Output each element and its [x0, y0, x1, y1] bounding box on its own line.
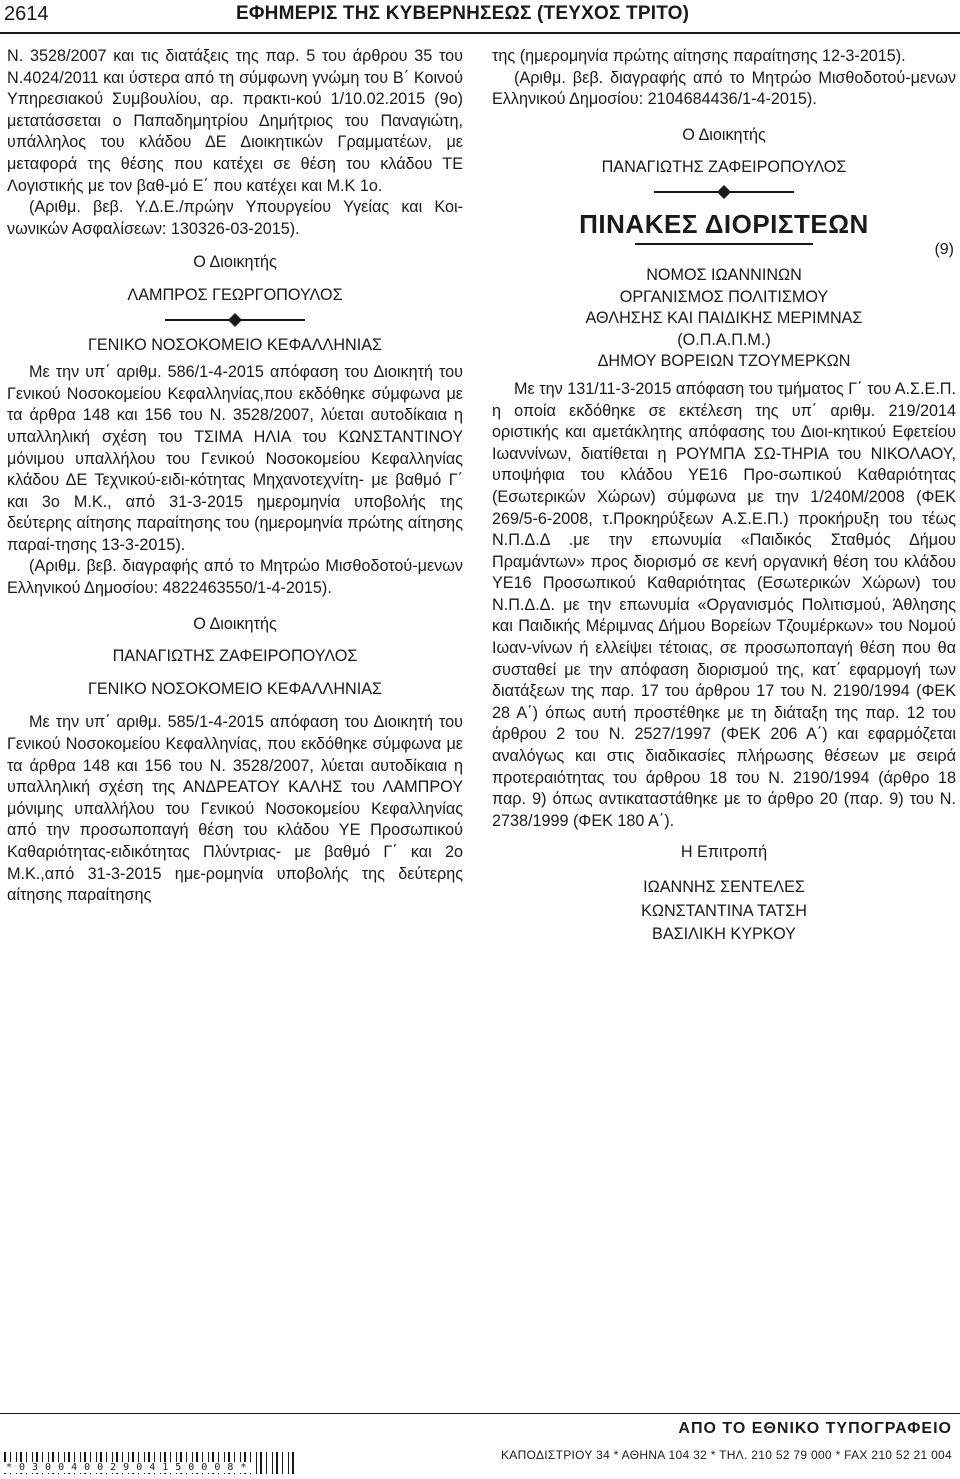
org-heading: ΓΕΝΙΚΟ ΝΟΣΟΚΟΜΕΙΟ ΚΕΦΑΛΛΗΝΙΑΣ — [87, 335, 383, 354]
paragraph-ref-3: (Αριθμ. βεβ. διαγραφής από το Μητρώο Μισθοδοτού-μενων Ελληνικού Δημοσίου: 2104684436/1-4-2015). — [492, 68, 956, 109]
item-marker: (9) — [934, 240, 954, 258]
org-heading: ΓΕΝΙΚΟ ΝΟΣΟΚΟΜΕΙΟ ΚΕΦΑΛΛΗΝΙΑΣ — [87, 679, 383, 698]
org-line: ΔΗΜΟΥ ΒΟΡΕΙΩΝ ΤΖΟΥΜΕΡΚΩΝ — [597, 352, 851, 371]
section-separator — [165, 313, 305, 327]
section-title: ΠΙΝΑΚΕΣ ΔΙΟΡΙΣΤΕΩΝ — [579, 208, 869, 239]
committee-member: ΚΩΝΣΤΑΝΤΙΝΑ ΤΑΤΣΗ — [641, 901, 807, 920]
page-number: 2614 — [4, 3, 49, 25]
signature-title: Ο Διοικητής — [193, 253, 277, 272]
diamond-icon — [717, 185, 731, 199]
printer-name: ΑΠΟ ΤΟ ΕΘΝΙΚΟ ΤΥΠΟΓΡΑΦΕΙΟ — [678, 1420, 952, 1437]
signature-title: Ο Διοικητής — [193, 614, 277, 633]
page-header — [0, 0, 960, 36]
right-column — [492, 46, 956, 946]
paragraph-ref-1: (Αριθμ. βεβ. Υ.Δ.Ε./πρώην Υπουργείου Υγείας και Κοι-νωνικών Ασφαλίσεων: 130326-03-2015). — [7, 198, 463, 238]
paragraph-decision-586: Με την υπ΄ αριθμ. 586/1-4-2015 απόφαση του Διοικητή του Γενικού Νοσοκομείου Κεφαλληνίας,που εκδόθηκε σύμφωνα με τα άρθρα 148 και 156 του Ν. 3528/2007, λύεται αυτοδίκαια η υπαλληλική σχέση του ΤΣΙΜΑ ΗΛΙΑ του ΚΩΝΣΤΑΝΤΙΝΟΥ μόνιμου υπαλλήλου του Γενικού Νοσοκομείου Κεφαλληνίας κλάδου ΔΕ Τεχνικού-ειδι-κότητας Μηχανοτεχνίτη- με βαθμό Γ΄ και 3ο Μ.Κ., από 31-3-2015 ημερομηνία υποβολής της δεύτερης αίτησης παραίτησης του (ημερομηνία πρώτης αίτησης παραί-τησης 13-3-2015). — [7, 363, 463, 554]
paragraph-transfer: Ν. 3528/2007 και τις διατάξεις της παρ. 5 του άρθρου 35 του Ν.4024/2011 και ύστερα από τη σύμφωνη γνώμη του Β΄ Κοινού Υπηρεσιακού Συμβουλίου, αρ. πρακτι-κού 1/10.02.2015 (9ο) μετατάσσεται ο Παπαδημητρίου Δημήτριος του Παναγιώτη, υπάλληλος του κλάδου ΔΕ Διοικητικών Γραμματέων, με μεταφορά της θέσης που κατέχει σε θέση του κλάδου ΤΕ Λογιστικής με τον βαθ-μό Ε΄ που κατέχει και Μ.Κ 1ο. — [7, 47, 463, 195]
journal-title: ΕΦΗΜΕΡΙΣ ΤΗΣ ΚΥΒΕΡΝΗΣΕΩΣ (ΤΕΥΧΟΣ ΤΡΙΤΟ) — [236, 3, 690, 24]
org-line: ΝΟΜΟΣ ΙΩΑΝΝΙΝΩΝ — [646, 265, 802, 284]
barcode-bar — [256, 1452, 257, 1474]
diamond-icon — [228, 313, 242, 327]
signature-name: ΛΑΜΠΡΟΣ ΓΕΩΡΓΟΠΟΥΛΟΣ — [127, 285, 343, 304]
committee-member: ΒΑΣΙΛΙΚΗ ΚΥΡΚΟΥ — [652, 925, 796, 944]
signature-name: ΠΑΝΑΓΙΩΤΗΣ ΖΑΦΕΙΡΟΠΟΥΛΟΣ — [112, 647, 358, 666]
org-line: ΟΡΓΑΝΙΣΜΟΣ ΠΟΛΙΤΙΣΜΟΥ — [619, 287, 829, 306]
barcode-bar — [272, 1452, 273, 1474]
printer-address: ΚΑΠΟΔΙΣΤΡΙΟΥ 34 * ΑΘΗΝΑ 104 32 * ΤΗΛ. 210 52 79 000 * FAX 210 52 21 004 — [500, 1448, 952, 1462]
left-column — [7, 46, 463, 907]
section-separator — [654, 185, 794, 199]
paragraph-decision-585: Με την υπ΄ αριθμ. 585/1-4-2015 απόφαση του Διοικητή του Γενικού Νοσοκομείου Κεφαλληνίας, που εκδόθηκε σύμφωνα με τα άρθρα 148 και 156 του Ν. 3528/2007, λύεται αυτοδίκαια η υπαλληλική σχέση της ΑΝΔΡΕΑΤΟΥ ΚΑΛΗΣ του ΛΑΜΠΡΟΥ μόνιμης υπαλλήλου του Γενικού Νοσοκομείου Κεφαλληνίας από την προσωποπαγή θέση του κλάδου ΥΕ Προσωπικού Καθαριότητας-ειδικότητας Πλύντριας- με βαθμό Γ΄ και 2ο Μ.Κ.,από 31-3-2015 ημε-ρομηνία υποβολής της δεύτερης αίτησης παραίτησης — [7, 713, 463, 905]
barcode-bar — [292, 1452, 294, 1474]
marker-row — [492, 240, 956, 265]
committee-member: ΙΩΑΝΝΗΣ ΣΕΝΤΕΛΕΣ — [643, 878, 805, 896]
paragraph-decision-131: Με την 131/11-3-2015 απόφαση του τμήματος Γ΄ του Α.Σ.Ε.Π. η οποία εκδόθηκε σε εκτέλεση της υπ΄ αριθμ. 219/2014 οριστικής και αμετάκλητης απόφασης του Διοι-κητικού Εφετείου Ιωαννίνων, διατίθεται η ΡΟΥΜΠΑ ΣΩ-ΤΗΡΙΑ του ΝΙΚΟΛΑΟΥ, υποψήφια του κλάδου ΥΕ16 Προ-σωπικού Καθαριότητας (Εσωτερικών Χώρων) σύμφωνα με την 1/240Μ/2008 (ΦΕΚ 269/5-6-2008, τ.Προκηρύξεων Α.Σ.Ε.Π.) προκήρυξη του τέως Ν.Π.Δ.Δ .με την επωνυμία «Παιδικός Σταθμός Δήμου Πραμάντων» προς διορισμό σε κενή οργανική θέση του κλάδου ΥΕ16 Προσωπικού Καθαριότητας (Εσωτερικών Χώρων) του Ν.Π.Δ.Δ. με την επωνυμία «Οργανισμός Πολιτισμού, Άθλησης και Παιδικής Μέριμνας Δήμου Βορείων Τζουμέρκων» του Νομού Ιωαν-νίνων ή ελλείψει τέτοιας, σε προσωποπαγή θέση που θα συσταθεί με την απόφαση διορισμού της, κατ΄ εφαρμογή των διατάξεων της παρ. 17 του άρθρου 17 του Ν. 2190/1994 (ΦΕΚ 28 Α΄) όπως αυτή προστέθηκε με τη διάταξη της παρ. 12 του άρθρου 2 του Ν. 2527/1997 (ΦΕΚ 206 Α΄) και εφαρμόζεται αναλόγως και στις διαδικασίες πλήρωσης θέσεων με σειρά προτεραιότητας του άρθρου 18 του Ν. 2190/1994 (άρθρο 18 παρ. 9) όπως αντικαταστάθηκε με το άρθρο 20 (παρ. 9) του Ν. 2738/1999 (ΦΕΚ 180 Α΄). — [492, 379, 956, 830]
committee-title: Η Επιτροπή — [680, 843, 768, 862]
footer-rule — [0, 1413, 960, 1414]
paragraph-continuation: της (ημερομηνία πρώτης αίτησης παραίτησης 12-3-2015). — [492, 47, 906, 65]
barcode-bar — [276, 1452, 278, 1474]
org-line: ΑΘΛΗΣΗΣ ΚΑΙ ΠΑΙΔΙΚΗΣ ΜΕΡΙΜΝΑΣ — [585, 309, 863, 328]
paragraph-ref-2: (Αριθμ. βεβ. διαγραφής από το Μητρώο Μισθοδοτού-μενων Ελληνικού Δημοσίου: 4822463550/1-4-2015). — [7, 557, 463, 598]
barcode-bar — [260, 1452, 262, 1474]
signature-name: ΠΑΝΑΓΙΩΤΗΣ ΖΑΦΕΙΡΟΠΟΥΛΟΣ — [601, 158, 847, 177]
barcode-text: *03004002904150008* — [6, 1462, 254, 1473]
header-rule — [0, 32, 960, 34]
signature-title: Ο Διοικητής — [682, 125, 766, 144]
barcode-bar — [266, 1452, 267, 1474]
barcode-bar — [282, 1452, 283, 1474]
org-line: (Ο.Π.Α.Π.Μ.) — [677, 330, 771, 349]
barcode-bar — [288, 1452, 289, 1474]
